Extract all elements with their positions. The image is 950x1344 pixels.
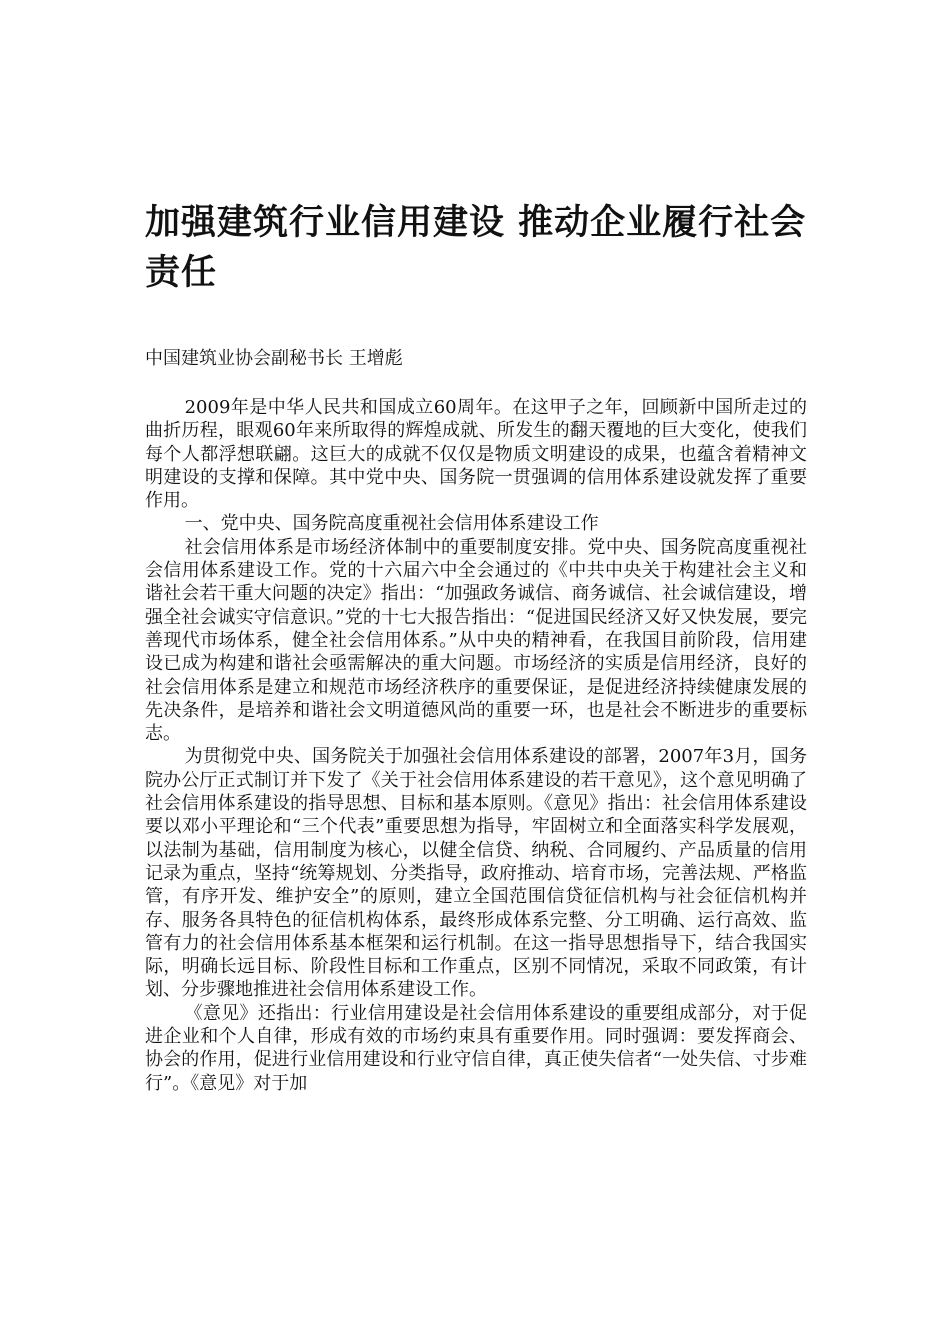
- document-body: [145, 396, 807, 1095]
- paragraph-state-council-opinion: 为贯彻党中央、国务院关于加强社会信用体系建设的部署，2007年3月，国务院办公厅正式制订并下发了《关于社会信用体系建设的若干意见》，这个意见明确了社会信用体系建设的指导思想、目标和基本原则。《意见》指出：社会信用体系建设要以邓小平理论和“三个代表”重要思想为指导，牢固树立和全面落实科学发展观，以法制为基础，信用制度为核心，以健全信贷、纳税、合同履约、产品质量的信用记录为重点，坚持“统筹规划、分类指导，政府推动、培育市场，完善法规、严格监管，有序开发、维护安全”的原则，建立全国范围信贷征信机构与社会征信机构并存、服务各具特色的征信机构体系，最终形成体系完整、分工明确、运行高效、监管有力的社会信用体系基本框架和运行机制。在这一指导思想指导下，结合我国实际，明确长远目标、阶段性目标和工作重点，区别不同情况，采取不同政策，有计划、分步骤地推进社会信用体系建设工作。: [145, 746, 807, 1001]
- author-line: 中国建筑业协会副秘书长 王增彪: [145, 348, 403, 369]
- document-content: [145, 198, 807, 1095]
- paragraph-credit-system: 社会信用体系是市场经济体制中的重要制度安排。党中央、国务院高度重视社会信用体系建设工作。党的十六届六中全会通过的《中共中央关于构建社会主义和谐社会若干重大问题的决定》指出：“加强政务诚信、商务诚信、社会诚信建设，增强全社会诚实守信意识。”党的十七大报告指出：“促进国民经济又好又快发展，要完善现代市场体系，健全社会信用体系。”从中央的精神看，在我国目前阶段，信用建设已成为构建和谐社会亟需解决的重大问题。市场经济的实质是信用经济，良好的社会信用体系是建立和规范市场经济秩序的重要保证，是促进经济持续健康发展的先决条件，是培养和谐社会文明道德风尚的重要一环，也是社会不断进步的重要标志。: [145, 536, 807, 745]
- section-heading-1: 一、党中央、国务院高度重视社会信用体系建设工作: [184, 513, 599, 535]
- document-title: 加强建筑行业信用建设 推动企业履行社会责任: [145, 203, 807, 293]
- paragraph-industry-credit: 《意见》还指出：行业信用建设是社会信用体系建设的重要组成部分，对于促进企业和个人自律，形成有效的市场约束具有重要作用。同时强调：要发挥商会、协会的作用，促进行业信用建设和行业守信自律，真正使失信者“一处失信、寸步难行”。《意见》对于加: [145, 1002, 807, 1094]
- paragraph-intro: 2009年是中华人民共和国成立60周年。在这甲子之年，回顾新中国所走过的曲折历程，眼观60年来所取得的辉煌成就、所发生的翻天覆地的巨大变化，使我们每个人都浮想联翩。这巨大的成就不仅仅是物质文明建设的成果，也蕴含着精神文明建设的支撑和保障。其中党中央、国务院一贯强调的信用体系建设就发挥了重要作用。: [145, 397, 807, 512]
